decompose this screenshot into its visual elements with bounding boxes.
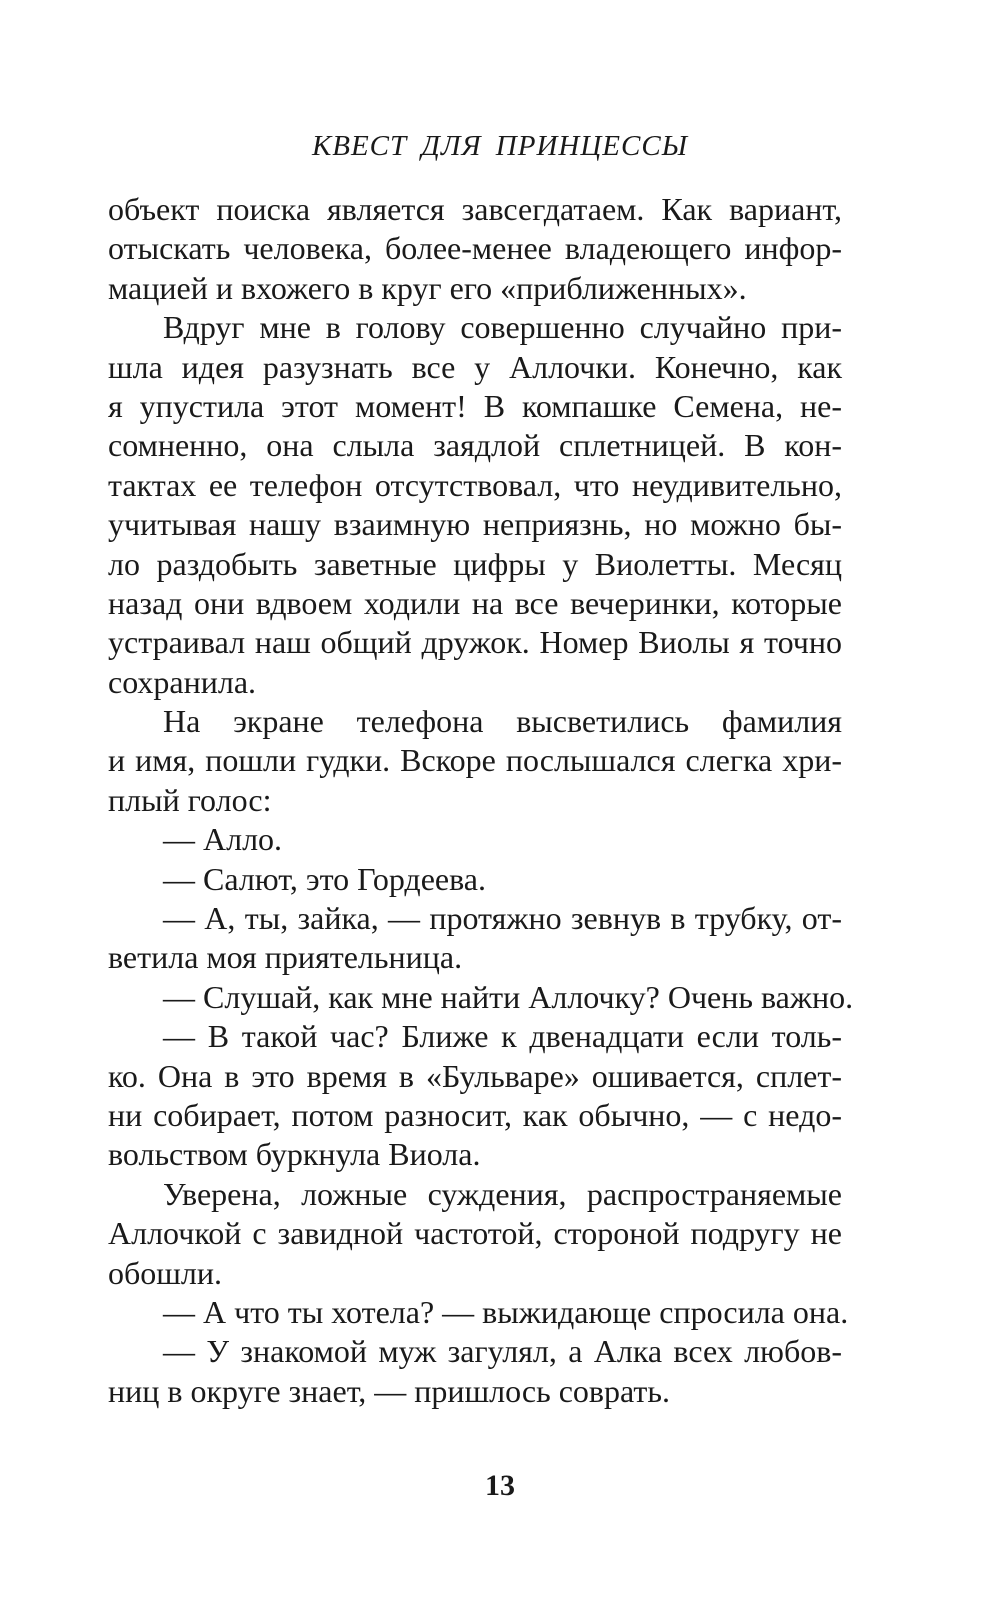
text-line: отыскать человека, более-менее владеющего инфор-	[108, 230, 842, 267]
body-text	[108, 190, 854, 1411]
page-number: 13	[485, 1469, 515, 1502]
text-line: — А, ты, зайка, — протяжно зевнув в трубку, от-	[163, 900, 842, 937]
text-line: ветила моя приятельница.	[108, 939, 463, 976]
text-line: сомненно, она слыла заядлой сплетницей. В кон-	[108, 427, 842, 464]
text-line: ко. Она в это время в «Бульваре» ошивается, сплет-	[108, 1057, 842, 1094]
text-line: тактах ее телефон отсутствовал, что неудивительно,	[108, 466, 842, 503]
text-line: ни собирает, потом разносит, как обычно, — с недо-	[108, 1096, 842, 1133]
text-line: обошли.	[108, 1254, 223, 1291]
text-line: мацией и вхожего в круг его «приближенных».	[108, 269, 747, 306]
text-line: Уверена, ложные суждения, распространяемые	[163, 1175, 842, 1212]
text-line: устраивал наш общий дружок. Номер Виолы я точно	[108, 624, 842, 661]
text-line: объект поиска является завсегдатаем. Как вариант,	[108, 191, 842, 227]
text-line: сохранила.	[108, 663, 257, 700]
text-line: вольством буркнула Виола.	[108, 1136, 481, 1173]
text-line: На экране телефона высветились фамилия	[163, 703, 842, 740]
text-line: и имя, пошли гудки. Вскоре послышался слегка хри-	[108, 742, 842, 779]
text-line: — В такой час? Ближе к двенадцати если толь-	[163, 1018, 842, 1055]
running-head: КВЕСТ ДЛЯ ПРИНЦЕССЫ	[312, 130, 688, 162]
text-line: плый голос:	[108, 781, 272, 818]
text-line: — Алло.	[163, 821, 283, 858]
text-line: шла идея разузнать все у Аллочки. Конечно, как	[108, 348, 842, 385]
text-line: назад они вдвоем ходили на все вечеринки, которые	[108, 584, 842, 621]
text-line: Вдруг мне в голову совершенно случайно при-	[163, 309, 842, 346]
text-line: учитывая нашу взаимную неприязнь, но можно бы-	[108, 506, 842, 543]
text-line: — У знакомой муж загулял, а Алка всех любов-	[163, 1333, 842, 1370]
text-line: — Салют, это Гордеева.	[163, 860, 486, 897]
text-line: ло раздобыть заветные цифры у Виолетты. Месяц	[108, 545, 842, 582]
text-line: — А что ты хотела? — выжидающе спросила она.	[163, 1293, 849, 1330]
text-line: я упустила этот момент! В компашке Семена, не-	[108, 387, 842, 424]
text-line: ниц в округе знает, — пришлось соврать.	[108, 1372, 670, 1409]
text-line: Аллочкой с завидной частотой, стороной подругу не	[108, 1215, 842, 1252]
text-line: — Слушай, как мне найти Аллочку? Очень важно.	[163, 978, 854, 1015]
